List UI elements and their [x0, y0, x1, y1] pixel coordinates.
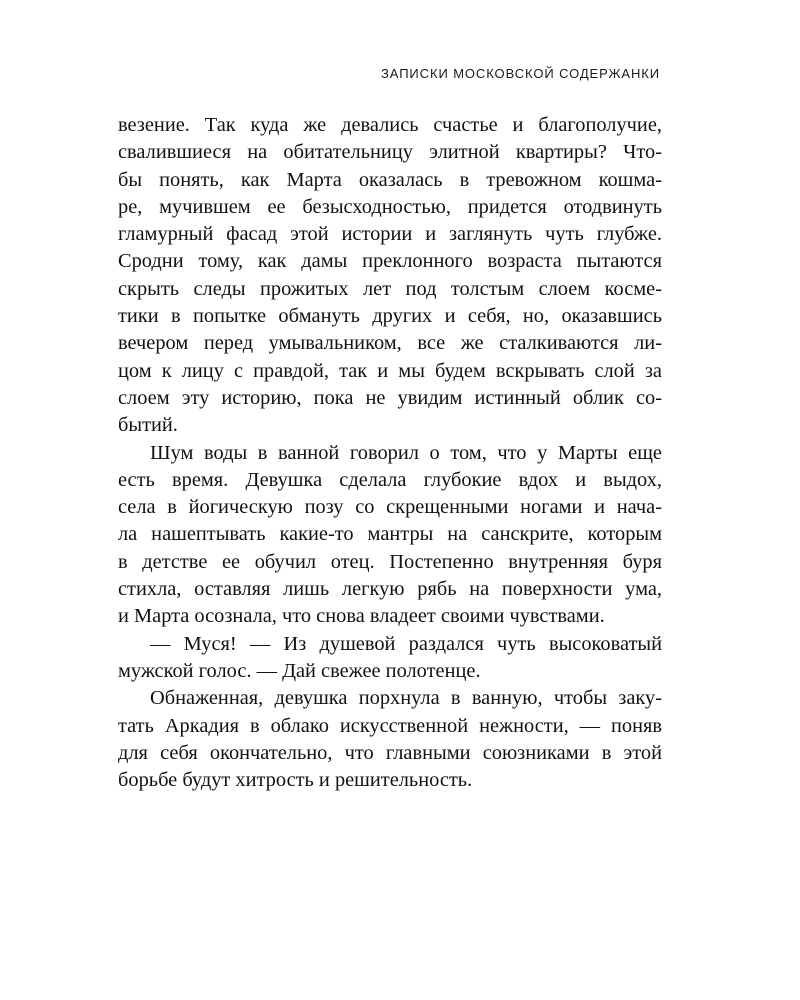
paragraph-2 — [118, 440, 662, 631]
body-text — [118, 112, 662, 794]
paragraph-4 — [118, 685, 662, 794]
text-line: бытий. — [118, 414, 178, 437]
text-line: бы понять, как Марта оказалась в тревожном кошма- — [118, 168, 662, 191]
running-header: ЗАПИСКИ МОСКОВСКОЙ СОДЕРЖАНКИ — [381, 66, 660, 81]
text-line: вечером перед умывальником, все же сталкиваются ли- — [118, 332, 662, 355]
text-line: мужской голос. — Дай свежее полотенце. — [118, 659, 481, 682]
text-line: ре, мучившем ее безысходностью, придется отодвинуть — [118, 195, 662, 218]
text-line: скрыть следы прожитых лет под толстым слоем косме- — [118, 277, 662, 300]
text-line: везение. Так куда же девались счастье и благополучие, — [118, 114, 662, 136]
text-line: Обнаженная, девушка порхнула в ванную, чтобы заку- — [150, 687, 662, 710]
text-line: гламурный фасад этой истории и заглянуть чуть глубже. — [118, 223, 662, 246]
paragraph-3 — [118, 631, 662, 686]
text-line: стихла, оставляя лишь легкую рябь на поверхности ума, — [118, 578, 662, 601]
text-line: есть время. Девушка сделала глубокие вдох и выдох, — [118, 468, 662, 491]
text-line: цом к лицу с правдой, так и мы будем вскрывать слой за — [118, 359, 662, 382]
text-line: свалившиеся на обитательницу элитной квартиры? Что- — [118, 141, 662, 164]
text-line: Шум воды в ванной говорил о том, что у Марты еще — [150, 441, 662, 464]
text-line: — Муся! — Из душевой раздался чуть высоковатый — [150, 632, 662, 655]
text-line: борьбе будут хитрость и решительность. — [118, 769, 473, 792]
text-line: Сродни тому, как дамы преклонного возраста пытаются — [118, 250, 662, 273]
text-line: и Марта осознала, что снова владеет своими чувствами. — [118, 605, 605, 628]
text-line: тать Аркадия в облако искусственной нежности, — поняв — [118, 714, 662, 737]
text-line: ла нашептывать какие-то мантры на санскрите, которым — [118, 523, 662, 546]
text-line: села в йогическую позу со скрещенными ногами и нача- — [118, 496, 662, 519]
text-line: в детстве ее обучил отец. Постепенно внутренняя буря — [118, 550, 662, 573]
text-line: тики в попытке обмануть других и себя, но, оказавшись — [118, 305, 662, 328]
paragraph-1 — [118, 112, 662, 440]
text-line: слоем эту историю, пока не увидим истинный облик со- — [118, 386, 662, 409]
text-line: для себя окончательно, что главными союзниками в этой — [118, 741, 662, 764]
